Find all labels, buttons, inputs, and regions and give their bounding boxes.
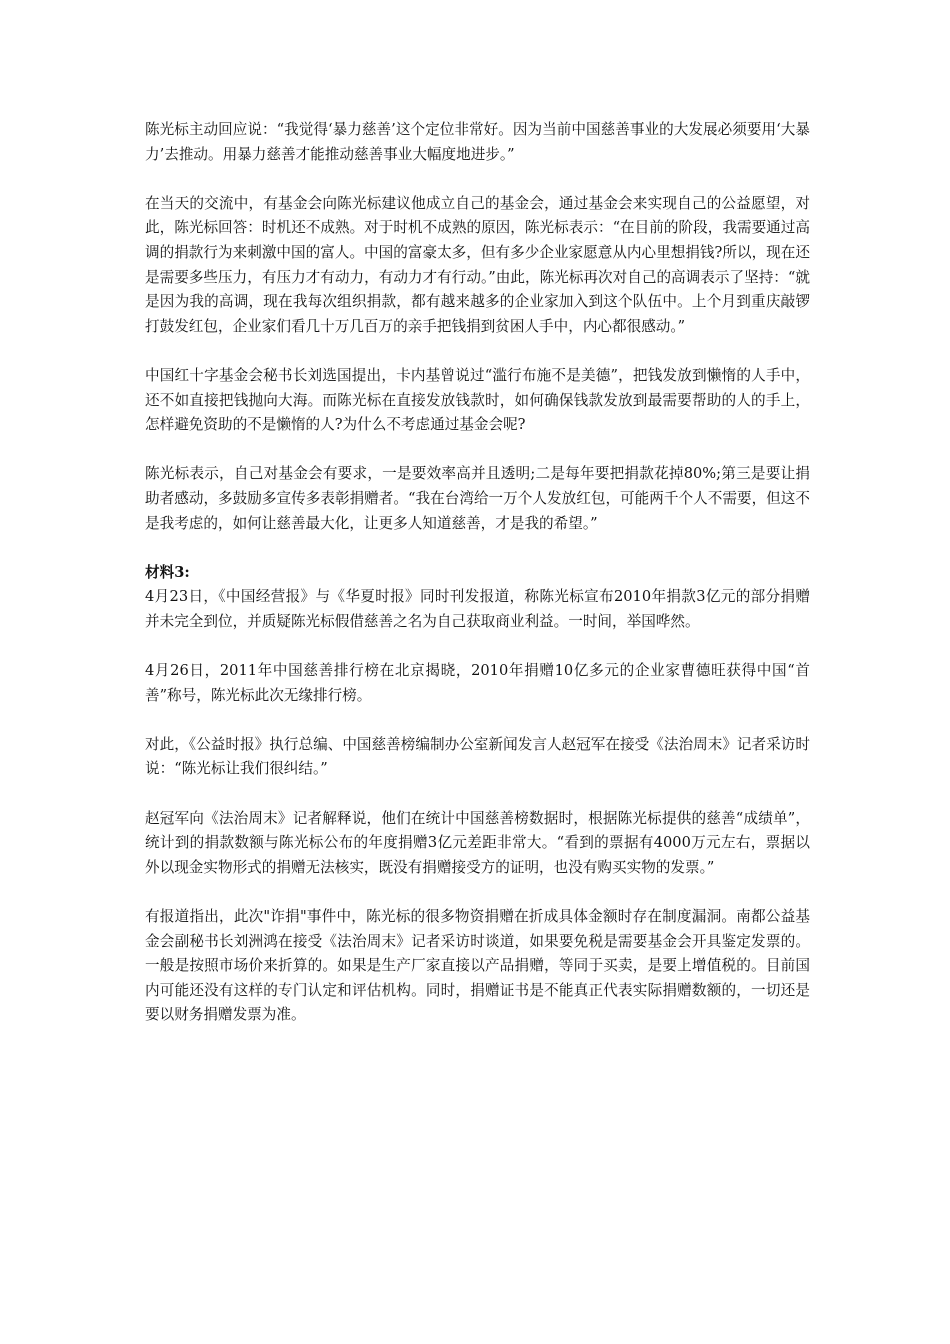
paragraph: 陈光标表示，自己对基金会有要求，一是要效率高并且透明;二是每年要把捐款花掉80%;第三是要让捐助者感动，多鼓励多宣传多表彰捐赠者。“我在台湾给一万个人发放红包，可能两千个人不需要，但这不是我考虑的，如何让慈善最大化，让更多人知道慈善，才是我的希望。” [145,465,810,532]
paragraph: 赵冠军向《法治周末》记者解释说，他们在统计中国慈善榜数据时，根据陈光标提供的慈善“成绩单”，统计到的捐款数额与陈光标公布的年度捐赠3亿元差距非常大。“看到的票据有4000万元左右，票据以外以现金实物形式的捐赠无法核实，既没有捐赠接受方的证明，也没有购买实物的发票。” [145,809,810,876]
document-body [145,118,810,1053]
paragraph: 有报道指出，此次"诈捐"事件中，陈光标的很多物资捐赠在折成具体金额时存在制度漏洞。南都公益基金会副秘书长刘洲鸿在接受《法治周末》记者采访时谈道，如果要免税是需要基金会开具鉴定发票的。一般是按照市场价来折算的。如果是生产厂家直接以产品捐赠，等同于买卖，是要上增值税的。目前国内可能还没有这样的专门认定和评估机构。同时，捐赠证书是不能真正代表实际捐赠数额的，一切还是要以财务捐赠发票为准。 [145,908,810,1024]
paragraph: 4月23日，《中国经营报》与《华夏时报》同时刊发报道，称陈光标宣布2010年捐款3亿元的部分捐赠并未完全到位，并质疑陈光标假借慈善之名为自己获取商业利益。一时间，举国哗然。 [145,588,810,630]
paragraph: 对此，《公益时报》执行总编、中国慈善榜编制办公室新闻发言人赵冠军在接受《法治周末》记者采访时说：“陈光标让我们很纠结。” [145,735,810,778]
paragraph: 在当天的交流中，有基金会向陈光标建议他成立自己的基金会，通过基金会来实现自己的公益愿望，对此，陈光标回答：时机还不成熟。对于时机不成熟的原因，陈光标表示：“在目前的阶段，我需要通过高调的捐款行为来刺激中国的富人。中国的富豪太多，但有多少企业家愿意从内心里想捐钱?所以，现在还是需要多些压力，有压力才有动力，有动力才有行动。”由此，陈光标再次对自己的高调表示了坚持：“就是因为我的高调，现在我每次组织捐款，都有越来越多的企业家加入到这个队伍中。上个月到重庆敲锣打鼓发红包，企业家们看几十万几百万的亲手把钱捐到贫困人手中，内心都很感动。” [145,194,810,335]
paragraph: 中国红十字基金会秘书长刘选国提出，卡内基曾说过“滥行布施不是美德”，把钱发放到懒惰的人手中，还不如直接把钱抛向大海。而陈光标在直接发放钱款时，如何确保钱款发放到最需要帮助的人的手上，怎样避免资助的不是懒惰的人?为什么不考虑通过基金会呢? [145,366,810,434]
section-heading: 材料3: [145,563,190,581]
paragraph: 4月26日，2011年中国慈善排行榜在北京揭晓，2010年捐赠10亿多元的企业家曹德旺获得中国“首善”称号，陈光标此次无缘排行榜。 [145,662,810,704]
paragraph: 陈光标主动回应说：“我觉得‘暴力慈善’这个定位非常好。因为当前中国慈善事业的大发展必须要用‘大暴力’去推动。用暴力慈善才能推动慈善事业大幅度地进步。” [145,121,810,163]
